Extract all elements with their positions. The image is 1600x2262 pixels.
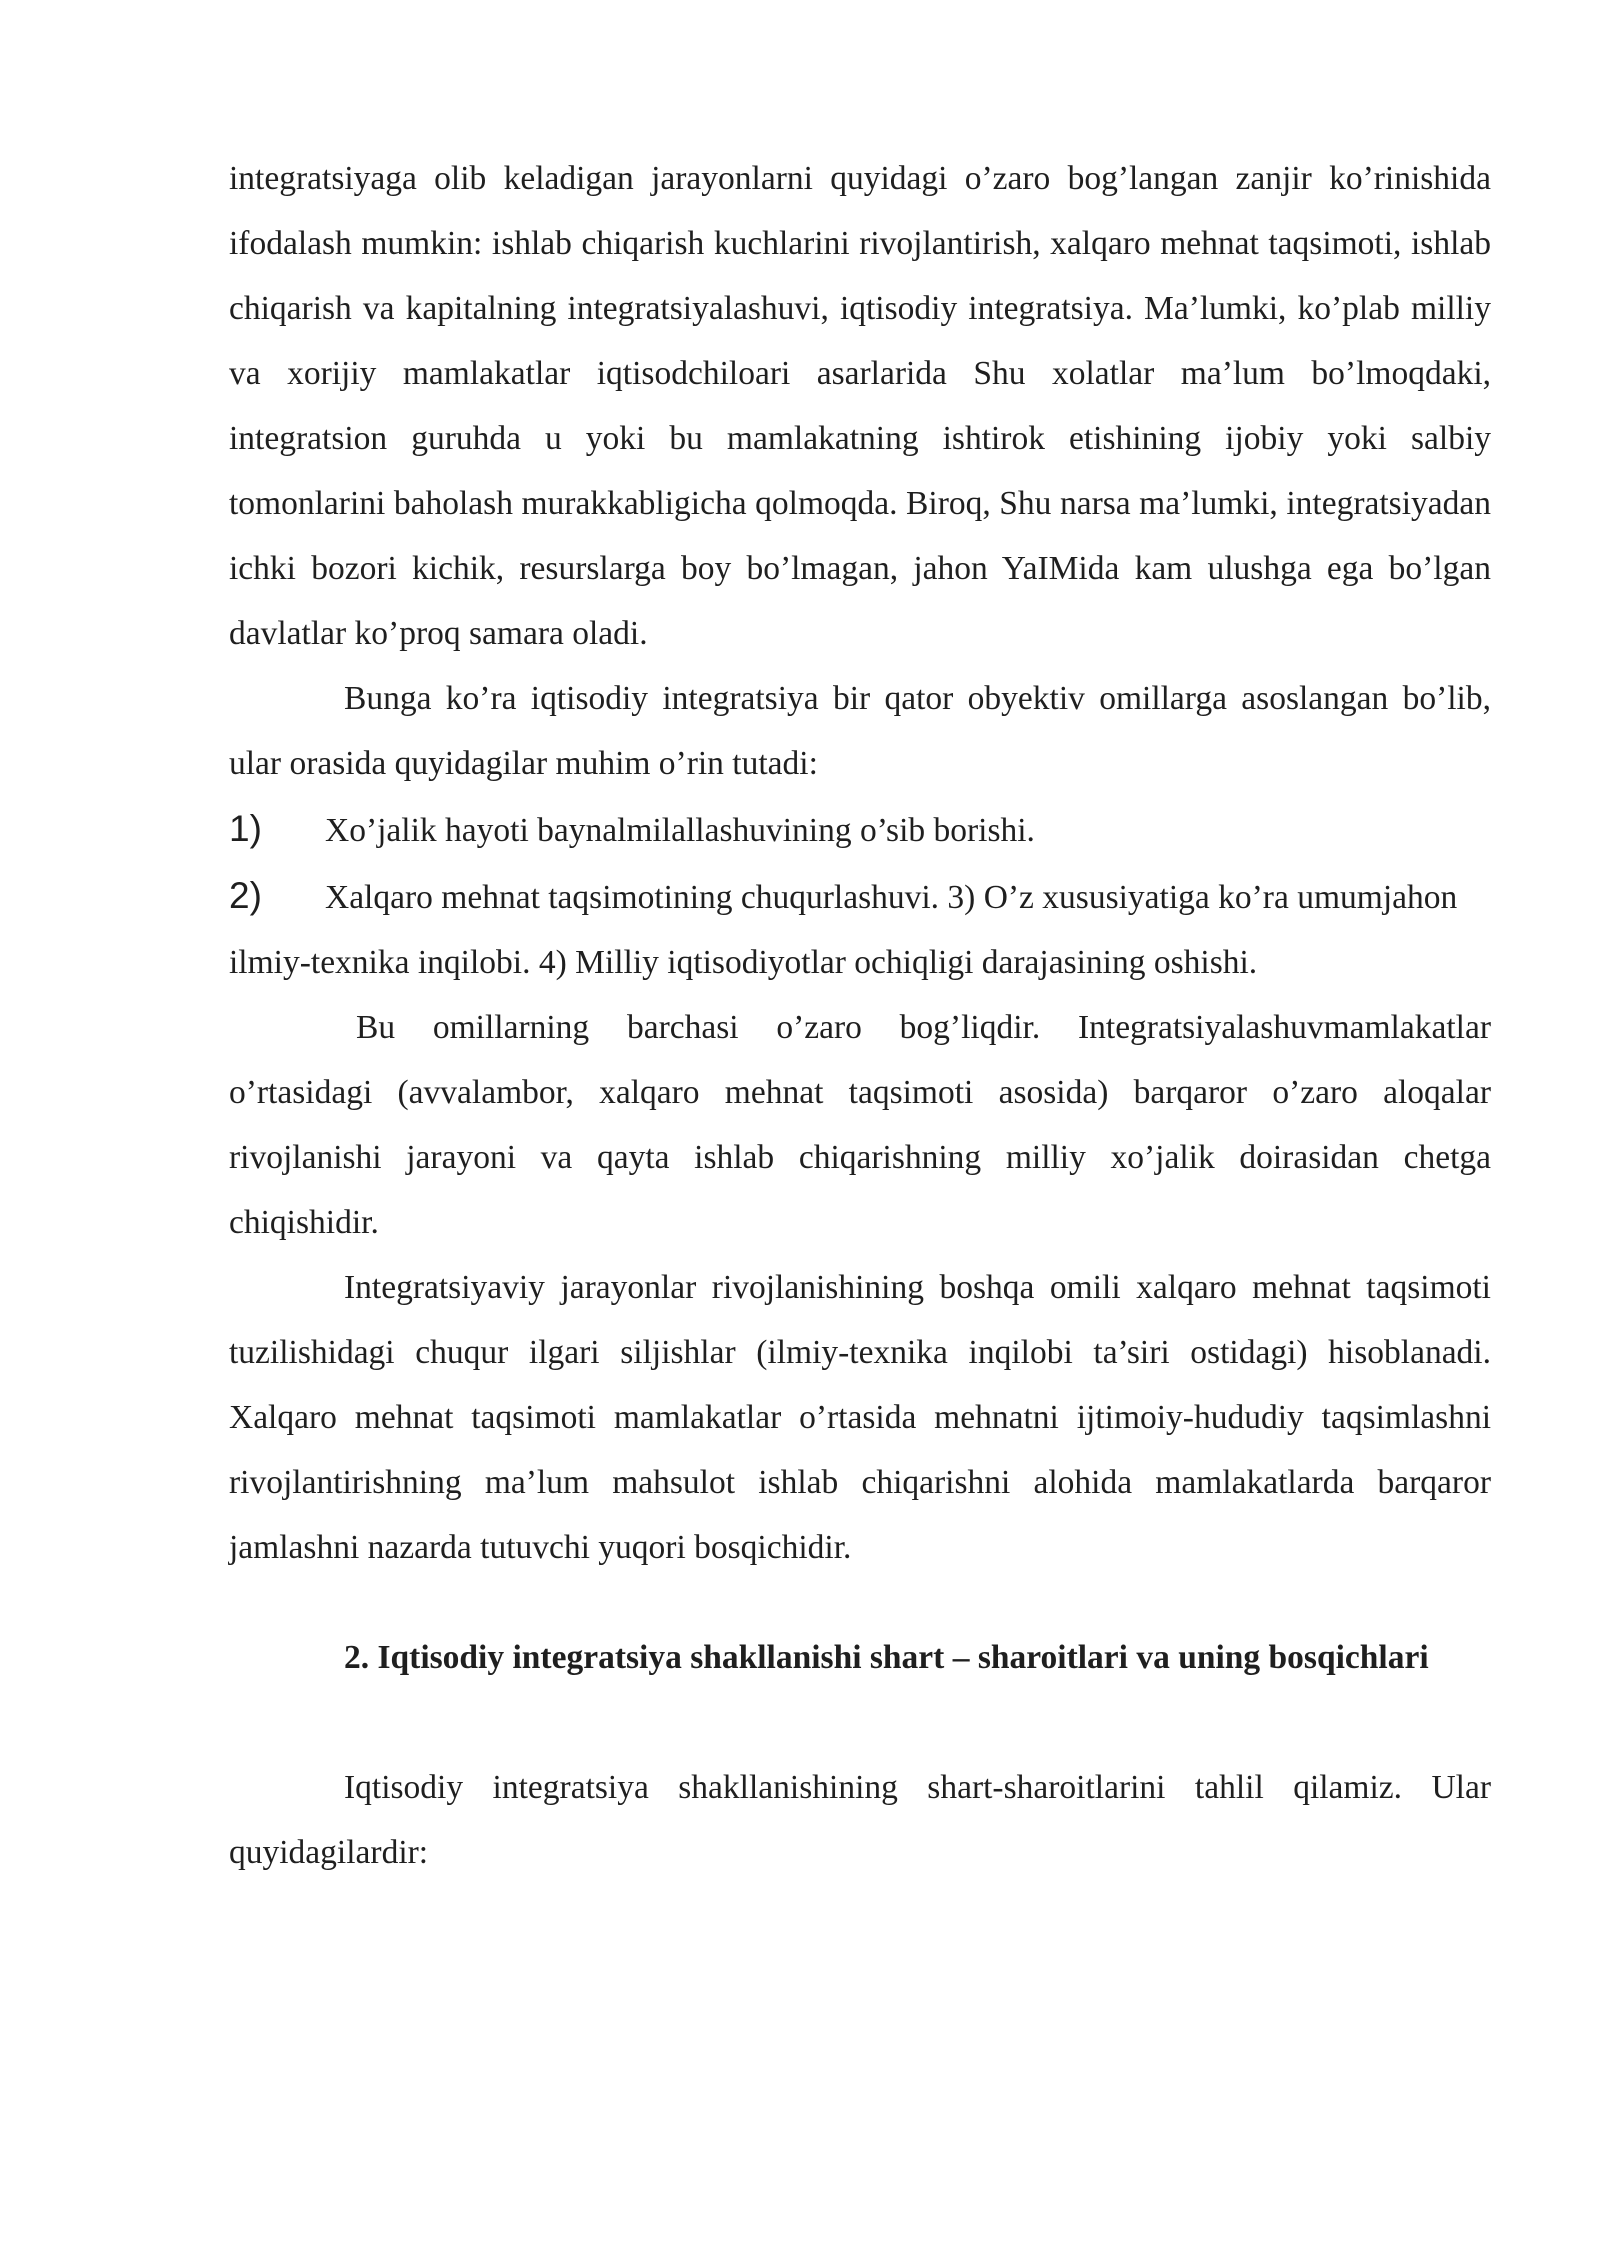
list-item-text: Xo’jalik hayoti baynalmilallashuvining o’sib borishi.	[325, 812, 1035, 849]
list-item	[229, 796, 1491, 863]
paragraph: integratsiyaga olib keladigan jarayonlarni quyidagi o’zaro bog’langan zanjir ko’rinishida ifodalash mumkin: ishlab chiqarish kuchlarini rivojlantirish, xalqaro mehnat taqsimoti, ishlab chiqarish va kapitalning integratsiyalashuvi, iqtisodiy integratsiya. Ma’lumki, ko’plab milliy va xorijiy mamlakatlar iqtisodchiloari asarlarida Shu xolatlar ma’lum bo’lmoqdaki, integratsion guruhda u yoki bu mamlakatning ishtirok etishining ijobiy yoki salbiy tomonlarini baholash murakkabligicha qolmoqda. Biroq, Shu narsa ma’lumki, integratsiyadan ichki bozori kichik, resurslarga boy bo’lmagan, jahon YaIMida kam ulushga ega bo’lgan davlatlar ko’proq samara oladi.	[229, 160, 1491, 652]
list-number: 2)	[229, 875, 262, 916]
list-item-text: Xalqaro mehnat taqsimotining chuqurlashuvi. 3) O’z xususiyatiga ko’ra umumjahon ilmiy-texnika inqilobi. 4) Milliy iqtisodiyotlar ochiqligi darajasining oshishi.	[229, 879, 1458, 981]
paragraph: Bunga ko’ra iqtisodiy integratsiya bir qator obyektiv omillarga asoslangan bo’lib, ular orasida quyidagilar muhim o’rin tutadi:	[229, 680, 1491, 782]
list-item	[229, 863, 1491, 995]
list-number: 1)	[229, 808, 262, 849]
paragraph: Bu omillarning barchasi o’zaro bog’liqdir. Integratsiyalashuvmamlakatlar o’rtasidagi (avvalambor, xalqaro mehnat taqsimoti asosida) barqaror o’zaro aloqalar rivojlanishi jarayoni va qayta ishlab chiqarishning milliy xo’jalik doirasidan chetga chiqishidir.	[229, 1009, 1491, 1241]
spacer	[229, 1690, 1491, 1755]
paragraph: Integratsiyaviy jarayonlar rivojlanishining boshqa omili xalqaro mehnat taqsimoti tuzilishidagi chuqur ilgari siljishlar (ilmiy-texnika inqilobi ta’siri ostidagi) hisoblanadi. Xalqaro mehnat taqsimoti mamlakatlar o’rtasida mehnatni ijtimoiy-hududiy taqsimlashni rivojlantirishning ma’lum mahsulot ishlab chiqarishni alohida mamlakatlarda barqaror jamlashni nazarda tutuvchi yuqori bosqichidir.	[229, 1269, 1491, 1566]
document-page	[229, 146, 1491, 1885]
paragraph: Iqtisodiy integratsiya shakllanishining shart-sharoitlarini tahlil qilamiz. Ular quyidagilardir:	[229, 1769, 1491, 1871]
section-heading: 2. Iqtisodiy integratsiya shakllanishi shart – sharoitlari va uning bosqichlari	[344, 1639, 1429, 1676]
